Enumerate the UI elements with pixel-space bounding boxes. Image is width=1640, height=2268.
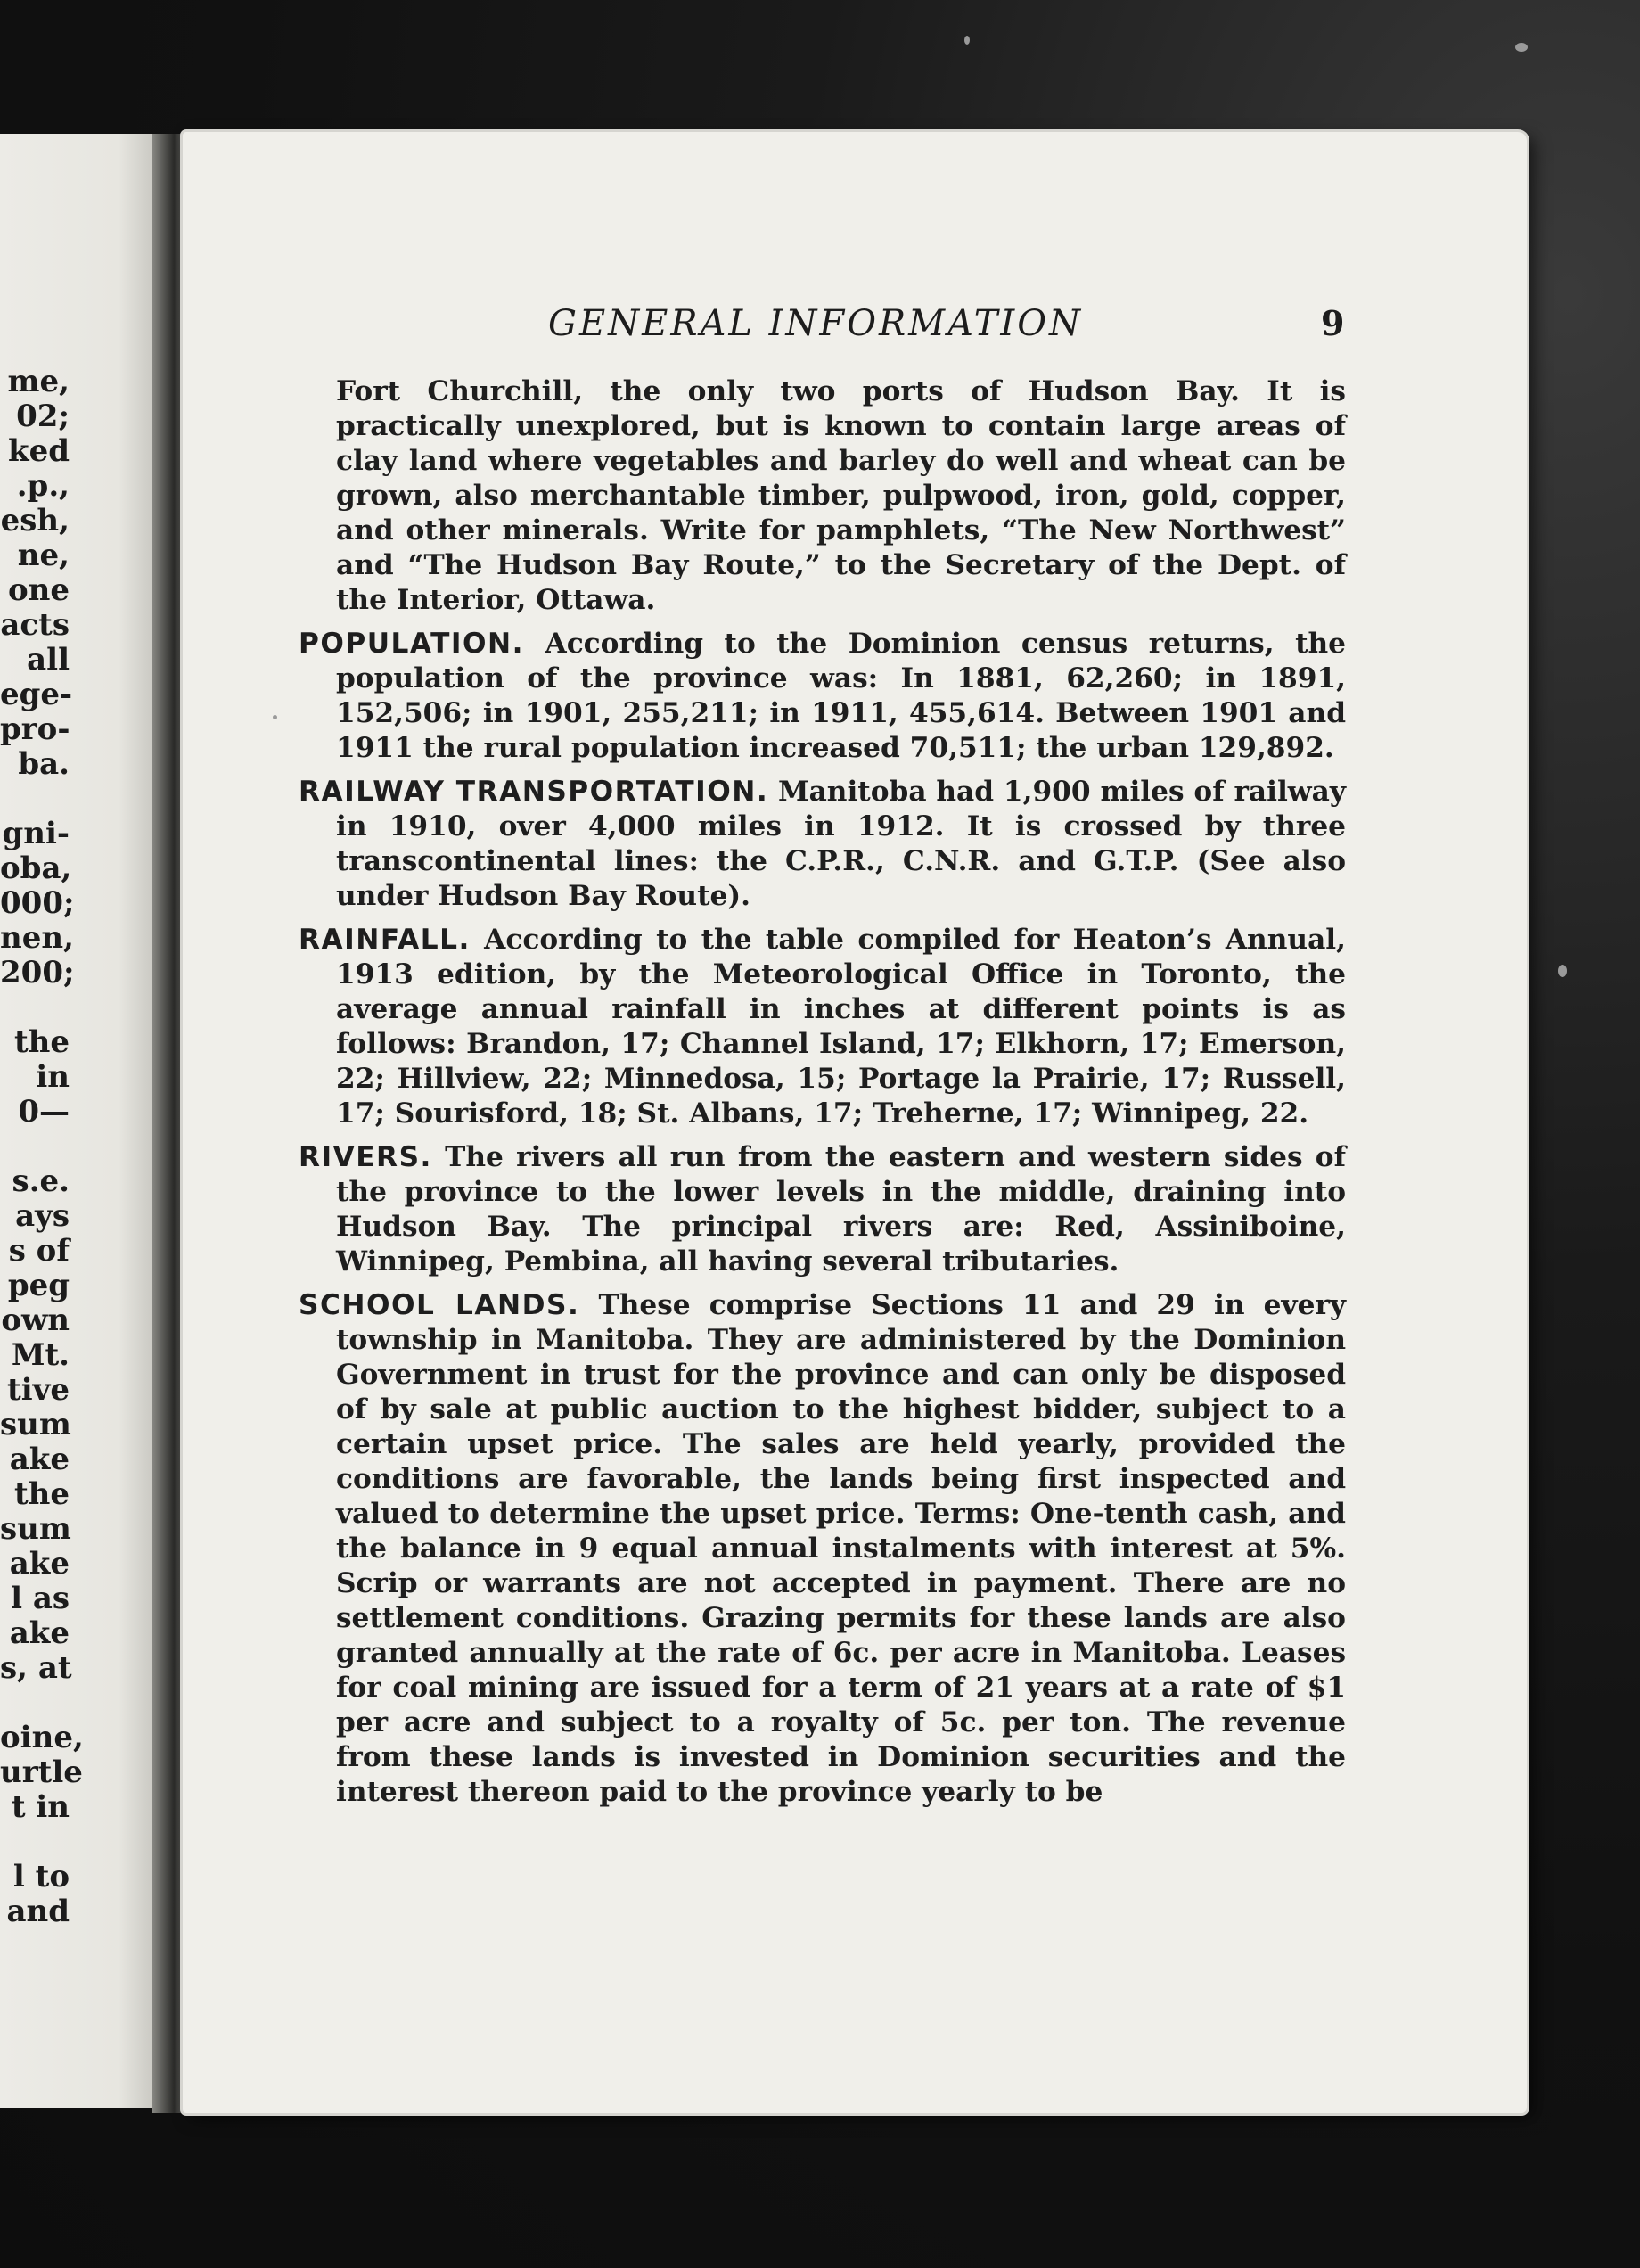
left-page-fragment: oba,: [0, 850, 72, 886]
left-page-fragment: urtle: [0, 1754, 83, 1790]
dust-speck: [273, 715, 277, 719]
entry-school-lands: [299, 1288, 1346, 1810]
left-page-fragment: oine,: [0, 1720, 84, 1755]
left-page-fragment: nen,: [0, 920, 74, 956]
left-page-fragment: peg: [7, 1268, 70, 1303]
entry-heading: POPULATION.: [299, 628, 524, 660]
left-page-fragment: ake: [9, 1615, 70, 1651]
left-page-fragment: the: [13, 1024, 70, 1060]
left-page-fragment: .p.,: [16, 468, 70, 504]
dust-speck: [964, 36, 970, 45]
left-page-fragment: pro-: [0, 711, 70, 747]
left-page-fragment: ked: [8, 433, 70, 469]
left-page-fragment: s.e.: [12, 1163, 70, 1199]
left-page-fragment: Mt.: [11, 1337, 70, 1373]
entry-text: According to the table compiled for Heaton’s Annual, 1913 edition, by the Meteorological Office in Toronto, the average annual rainfall in inches at different points is as follows: Brandon, 17; Channel Island, 17; Elkhorn, 17; Emerson, 22; Hillview, 22; Minnedosa, 15; Portage la Prairie, 17; Russell, 17; Sourisford, 18; St. Albans, 17; Treherne, 17; Winnipeg, 22.: [336, 924, 1346, 1130]
text-column: [299, 374, 1346, 1819]
left-page-fragment: s of: [8, 1233, 70, 1269]
left-page-fragment: the: [13, 1476, 70, 1512]
left-page-fragment: ays: [15, 1198, 70, 1234]
left-page-fragment: l to: [12, 1859, 70, 1894]
left-page-fragment: 200;: [0, 955, 75, 990]
left-page-fragment: t in: [11, 1789, 70, 1825]
left-page-fragment: tive: [6, 1372, 70, 1408]
left-page-fragment: and: [6, 1894, 70, 1929]
left-page-fragment: all: [27, 642, 70, 678]
entry-rainfall: [299, 923, 1346, 1131]
left-page-fragment: s, at: [0, 1650, 72, 1686]
dust-speck: [1558, 965, 1567, 977]
entry-heading: RAINFALL.: [299, 924, 471, 956]
continuation-paragraph: Fort Churchill, the only two ports of Hudson Bay. It is practically unexplored, but is known to contain large areas of clay land where vegetables and barley do well and wheat can be grown, also merchantable timber, pulpwood, iron, gold, copper, and other minerals. Write for pamphlets, “The New Northwest” and “The Hudson Bay Route,” to the Secretary of the Dept. of the Interior, Ottawa.: [336, 375, 1346, 616]
left-page-fragment: ake: [9, 1442, 70, 1477]
left-page-fragment: ba.: [18, 746, 70, 782]
left-page-fragment: me,: [7, 364, 70, 399]
left-page-fragment: 0—: [18, 1094, 70, 1130]
left-page-fragment: in: [36, 1059, 70, 1095]
left-page-fragment: ege-: [0, 677, 73, 712]
left-page-fragment: gni-: [2, 816, 70, 851]
entry-rivers: [299, 1140, 1346, 1279]
entry-railway-transportation: [299, 775, 1346, 914]
left-page-fragment: sum: [0, 1511, 71, 1547]
running-head: GENERAL INFORMATION: [548, 303, 1084, 344]
left-page-fragment: l as: [11, 1581, 70, 1616]
left-page-fragment: 02;: [16, 399, 70, 434]
left-page-fragment: ne,: [17, 538, 70, 573]
left-page-fragment: own: [1, 1302, 70, 1338]
entry-heading: RAILWAY TRANSPORTATION.: [299, 776, 769, 808]
page-number: 9: [1321, 303, 1345, 343]
entry-heading: SCHOOL LANDS.: [299, 1289, 580, 1321]
entry-heading: RIVERS.: [299, 1141, 432, 1173]
left-page-fragment: one: [7, 572, 70, 608]
left-page-fragment: ake: [9, 1546, 70, 1582]
entry-text: According to the Dominion census returns, the population of the province was: In 1881, 62,260; in 1891, 152,506; in 1901, 255,211; in 1911, 455,614. Between 1901 and 1911 the rural population increased 70,511; the urban 129,892.: [336, 628, 1346, 764]
entry-text: The rivers all run from the eastern and western sides of the province to the lower levels in the middle, draining into Hudson Bay. The principal rivers are: Red, Assiniboine, Winnipeg, Pembina, all having several tributaries.: [336, 1141, 1346, 1278]
entry-text: Manitoba had 1,900 miles of railway in 1910, over 4,000 miles in 1912. It is crossed by three transcontinental lines: the C.P.R., C.N.R. and G.T.P. (See also under Hudson Bay Route).: [336, 776, 1346, 912]
left-page-fragment: esh,: [0, 503, 70, 538]
left-page-fragment: sum: [0, 1407, 71, 1442]
left-page-fragment: 000;: [0, 885, 75, 921]
entry-text: These comprise Sections 11 and 29 in every township in Manitoba. They are administered by the Dominion Government in trust for the province and can only be disposed of by sale at public auction to the highest bidder, subject to a certain upset price. The sales are held yearly, provided the conditions are favorable, the lands being first inspected and valued to determine the upset price. Terms: One-tenth cash, and the balance in 9 equal annual instalments with interest at 5%. Scrip or warrants are not accepted in payment. There are no settlement conditions. Grazing permits for these lands are also granted annually at the rate of 6c. per acre in Manitoba. Leases for coal mining are issued for a term of 21 years at a rate of $1 per acre and subject to a royalty of 5c. per ton. The revenue from these lands is invested in Dominion securities and the interest thereon paid to the province yearly to be: [336, 1289, 1347, 1808]
entry-population: [299, 627, 1346, 766]
left-page-fragment: acts: [0, 607, 70, 643]
dust-speck: [1515, 43, 1528, 52]
left-facing-page: [0, 134, 169, 2108]
